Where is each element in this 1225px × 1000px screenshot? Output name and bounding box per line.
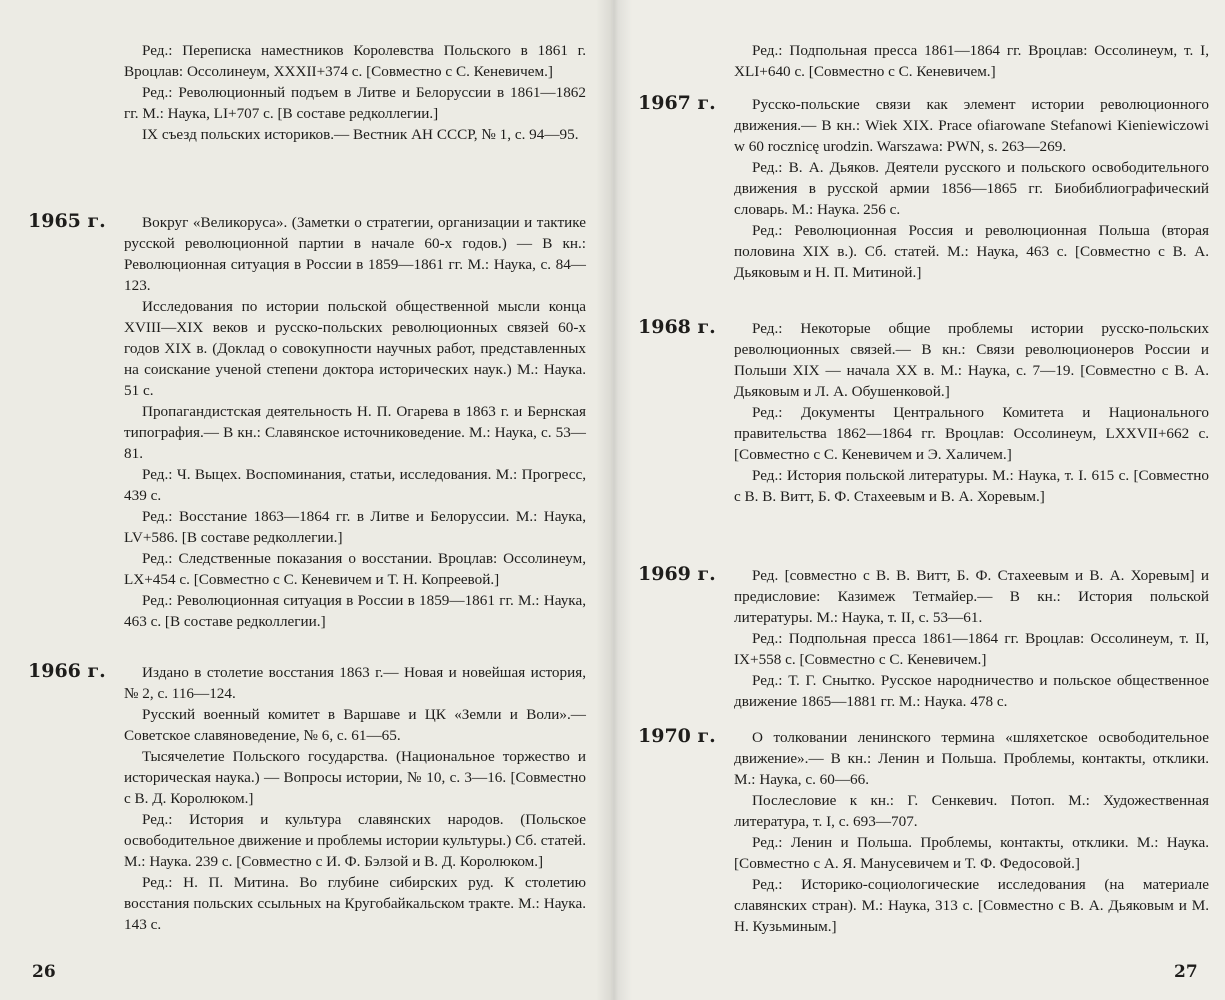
bibliography-year-block — [638, 725, 1209, 937]
bibliography-entry: О толковании ленинского термина «шляхетское освободительное движение».— В кн.: Ленин и Польша. Проблемы, контакты, отклики. М.: Наука, с. 60—66. — [734, 729, 1209, 788]
year-heading: 1968 г. — [638, 316, 716, 338]
right-page — [612, 0, 1225, 1000]
bibliography-entry: Ред.: Т. Г. Снытко. Русское народничество и польское общественное движение 1865—1881 гг. М.: Наука. 478 с. — [734, 672, 1209, 710]
bibliography-entry: Ред. [совместно с В. В. Витт, Б. Ф. Стахеевым и В. А. Хоревым] и предисловие: Казимеж Тетмайер.— В кн.: История польской литературы. М.: Наука, т. II, с. 53—61. — [734, 567, 1209, 626]
year-heading: 1967 г. — [638, 92, 716, 114]
bibliography-entry: Ред.: Некоторые общие проблемы истории русско-польских революционных связей.— В кн.: Связи революционеров России и Польши XIX — начала XX в. М.: Наука, с. 7—19. [Совместно с В. А. Дьяковым и Л. А. Обушенковой.] — [734, 320, 1209, 400]
bibliography-entry: Исследования по истории польской общественной мысли конца XVIII—XIX веков и русско-польских революционных связей 60-х годов XIX в. (Доклад о совокупности научных работ, представленных на соискание ученой степени доктора исторических наук.) М.: Наука. 51 с. — [124, 298, 586, 399]
bibliography-year-block — [638, 316, 1209, 507]
bibliography-entry: IX съезд польских историков.— Вестник АН СССР, № 1, с. 94—95. — [142, 126, 579, 143]
bibliography-year-block — [734, 40, 1209, 82]
bibliography-entry: Ред.: Н. П. Митина. Во глубине сибирских руд. К столетию восстания польских ссыльных на Кругобайкальском тракте. М.: Наука. 143 с. — [124, 874, 586, 933]
bibliography-entry: Русский военный комитет в Варшаве и ЦК «Земли и Воли».— Советское славяноведение, № 6, с. 61—65. — [124, 706, 586, 744]
bibliography-entry: Ред.: Восстание 1863—1864 гг. в Литве и Белоруссии. М.: Наука, LV+586. [В составе редколлегии.] — [124, 508, 586, 546]
bibliography-entry: Ред.: Следственные показания о восстании. Вроцлав: Оссолинеум, LX+454 с. [Совместно с С. Кеневичем и Т. Н. Копреевой.] — [124, 550, 586, 588]
bibliography-year-block — [28, 660, 586, 935]
bibliography-entry: Ред.: Революционный подъем в Литве и Белоруссии в 1861—1862 гг. М.: Наука, LI+707 с. [В составе редколлегии.] — [124, 84, 586, 122]
bibliography-entry: Издано в столетие восстания 1863 г.— Новая и новейшая история, № 2, с. 116—124. — [124, 664, 586, 702]
bibliography-year-block — [638, 563, 1209, 712]
bibliography-entry: Ред.: История польской литературы. М.: Наука, т. I. 615 с. [Совместно с В. В. Витт, Б. Ф. Стахеевым и В. А. Хоревым.] — [734, 467, 1209, 505]
left-page — [0, 0, 612, 1000]
bibliography-year-block — [638, 92, 1209, 283]
year-heading: 1970 г. — [638, 725, 716, 747]
bibliography-year-block — [28, 210, 586, 632]
bibliography-entry: Послесловие к кн.: Г. Сенкевич. Потоп. М.: Художественная литература, т. I, с. 693—707. — [734, 792, 1209, 830]
bibliography-entry: Вокруг «Великоруса». (Заметки о стратегии, организации и тактике русской революционной партии в начале 60-х годов.) — В кн.: Революционная ситуация в России в 1859—1861 гг. М.: Наука, с. 84—123. — [124, 214, 586, 294]
right-page-number: 27 — [1174, 962, 1198, 982]
bibliography-entry: Ред.: Историко-социологические исследования (на материале славянских стран). М.: Наука, 313 с. [Совместно с В. А. Дьяковым и М. Н. Кузьминым.] — [734, 876, 1209, 935]
book-gutter — [596, 0, 632, 1000]
bibliography-entry: Ред.: Ленин и Польша. Проблемы, контакты, отклики. М.: Наука. [Совместно с А. Я. Манусевичем и Т. Ф. Федосовой.] — [734, 834, 1209, 872]
bibliography-entry: Ред.: Революционная ситуация в России в 1859—1861 гг. М.: Наука, 463 с. [В составе редколлегии.] — [124, 592, 586, 630]
bibliography-entry: Русско-польские связи как элемент истории революционного движения.— В кн.: Wiek XIX. Prace ofiarowane Stefanowi Kieniewiczowi w 60 rocznicę urodzin. Warszawa: PWN, s. 263—269. — [734, 96, 1209, 155]
bibliography-entry: Ред.: Ч. Выцех. Воспоминания, статьи, исследования. М.: Прогресс, 439 с. — [124, 466, 586, 504]
bibliography-entry: Ред.: Переписка наместников Королевства Польского в 1861 г. Вроцлав: Оссолинеум, XXXII+374 с. [Совместно с С. Кеневичем.] — [124, 42, 586, 80]
bibliography-entry: Тысячелетие Польского государства. (Национальное торжество и историческая наука.) — Вопросы истории, № 10, с. 3—16. [Совместно с В. Д. Королюком.] — [124, 748, 586, 807]
left-page-number: 26 — [32, 962, 56, 982]
year-heading: 1969 г. — [638, 563, 716, 585]
bibliography-entry: Ред.: Подпольная пресса 1861—1864 гг. Вроцлав: Оссолинеум, т. I, XLI+640 с. [Совместно с С. Кеневичем.] — [734, 42, 1209, 80]
bibliography-entry: Ред.: Подпольная пресса 1861—1864 гг. Вроцлав: Оссолинеум, т. II, IX+558 с. [Совместно с С. Кеневичем.] — [734, 630, 1209, 668]
year-heading: 1965 г. — [28, 210, 106, 232]
bibliography-entry: Пропагандистская деятельность Н. П. Огарева в 1863 г. и Бернская типография.— В кн.: Славянское источниковедение. М.: Наука, с. 53—81. — [124, 403, 586, 462]
bibliography-entry: Ред.: В. А. Дьяков. Деятели русского и польского освободительного движения в русской армии 1856—1865 гг. Биобиблиографический словарь. М.: Наука. 256 с. — [734, 159, 1209, 218]
bibliography-year-block — [124, 40, 586, 145]
bibliography-entry: Ред.: Документы Центрального Комитета и Национального правительства 1862—1864 гг. Вроцлав: Оссолинеум, LXXVII+662 с. [Совместно с С. Кеневичем и Э. Халичем.] — [734, 404, 1209, 463]
bibliography-entry: Ред.: История и культура славянских народов. (Польское освободительное движение и проблемы истории культуры.) Сб. статей. М.: Наука. 239 с. [Совместно с И. Ф. Бэлзой и В. Д. Королюком.] — [124, 811, 586, 870]
bibliography-entry: Ред.: Революционная Россия и революционная Польша (вторая половина XIX в.). Сб. статей. М.: Наука, 463 с. [Совместно с В. А. Дьяковым и Н. П. Митиной.] — [734, 222, 1209, 281]
year-heading: 1966 г. — [28, 660, 106, 682]
